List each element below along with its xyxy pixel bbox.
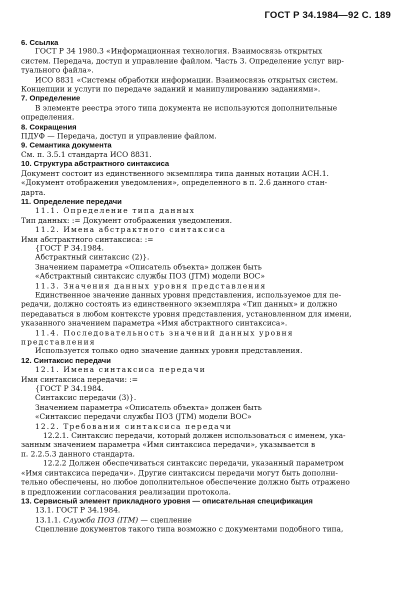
text-line: указанного значением параметра «Имя абстрактного синтаксиса». [21,318,288,328]
text-line: ИСО 8831 «Системы обработки информации. Взаимосвязь открытых систем. [35,75,338,85]
text-line: Концепции и услуги по передаче заданий и манипулированию заданиями». [21,84,321,94]
text-line: 13.1. ГОСТ Р 34.1984. [35,505,121,515]
text-line: «Имя синтаксиса передачи». Другие синтаксисы передачи могут быть дополни- [21,468,338,478]
text-line: {ГОСТ Р 34.1984. [35,384,104,394]
text-line: Единственное значение данных уровня представления, используемое для пе- [35,290,342,300]
text-line: 11.1. Определение типа данных [35,206,196,216]
text-line: дарта. [21,187,46,197]
text-line: п. 2.2.5.3 данного стандарта. [21,449,135,459]
text-line: туального файла». [21,65,94,75]
text-line: Значением параметра «Описатель объекта» должен быть [35,402,262,412]
text-line: систем. Передача, доступ и управление файлом. Часть 3. Определение услуг вир- [21,56,344,66]
section-heading: 11. Определение передачи [21,196,122,206]
section-heading: 7. Определение [21,93,81,103]
text-line: Используется только одно значение данных уровня представления. [35,346,303,356]
text-line: 12.1. Имена синтаксиса передачи [35,365,206,375]
text-line: 13.1.1. Служба ПОЗ (ITM) — сцепление [35,515,192,525]
text-line: в предложении согласования реализации протокола. [21,487,231,497]
text-line: «Абстрактный синтаксис службы ПОЗ (JTM) модели ВОС» [35,271,265,281]
text-line: ПДУФ — Передача, доступ и управление файлом. [21,131,217,141]
text-line: занным значением параметра «Имя синтаксиса передачи», указывается в [21,440,316,450]
section-heading: 10. Структура абстрактного синтаксиса [21,159,170,169]
text-line: Сцепление документов такого типа возможно с документами подобного типа, [35,524,344,534]
text-line: 12.2.1. Синтаксис передачи, который должен использоваться с именем, ука- [43,430,346,440]
text-line: {ГОСТ Р 34.1984. [35,243,104,253]
text-line: В элементе реестра этого типа документа не используются дополнительные [35,103,338,113]
text-line: «Документ отображения уведомления», определенного в п. 2.6 данного стан- [21,178,328,188]
text-line: 12.2. Требования синтаксиса передачи [35,421,232,431]
text-line: редачи, должно состоять из единственного экземпляра «Тип данных» и должно [21,299,338,309]
section-heading: 12. Синтаксис передачи [21,356,111,365]
section-heading: 13. Сервисный элемент прикладного уровня — описательная спецификация [21,496,313,506]
text-line: тельно обеспечены, но любое дополнительное обеспечение должно быть отражено [21,477,350,487]
text-line: 11.4. Последовательность значений данных уровня [35,327,294,337]
document-body [21,34,391,534]
text-line: 11.2. Имена абстрактного синтаксиса [35,224,227,234]
text-line: представления [21,337,96,347]
section-heading: 8. Сокращения [21,122,77,131]
text-line: передаваться в любом контексте уровня представления, установленном для имени, [21,309,352,319]
text-line: См. п. 3.5.1 стандарта ИСО 8831. [21,150,152,160]
text-line: Абстрактный синтаксис (2)}. [35,253,150,263]
section-heading: 6. Ссылка [21,37,59,47]
text-line: Значением параметра «Описатель объекта» должен быть [35,262,262,272]
text-line: определения. [21,112,75,122]
text-line: «Синтаксис передачи службы ПОЗ (JTM) модели ВОС» [35,412,252,422]
text-line: Имя абстрактного синтаксиса: := [21,234,154,244]
text-line: 12.2.2 Должен обеспечиваться синтаксис передачи, указанный параметром [43,458,344,468]
text-line: Документ состоит из единственного экземпляра типа данных нотации АСН.1. [21,168,329,178]
section-heading: 9. Семантика документа [21,140,112,150]
page-header: ГОСТ Р 34.1984—92 С. 189 [264,9,391,21]
text-line: Имя синтаксиса передачи: := [21,374,138,384]
text-line: Синтаксис передачи (3)}. [35,393,137,403]
text-line: 11.3. Значения данных уровня представления [35,281,267,291]
text-line: ГОСТ Р 34 1980.3 «Информационная технология. Взаимосвязь открытых [35,47,323,57]
text-line: Тип данных: := Документ отображения уведомления. [21,215,232,225]
